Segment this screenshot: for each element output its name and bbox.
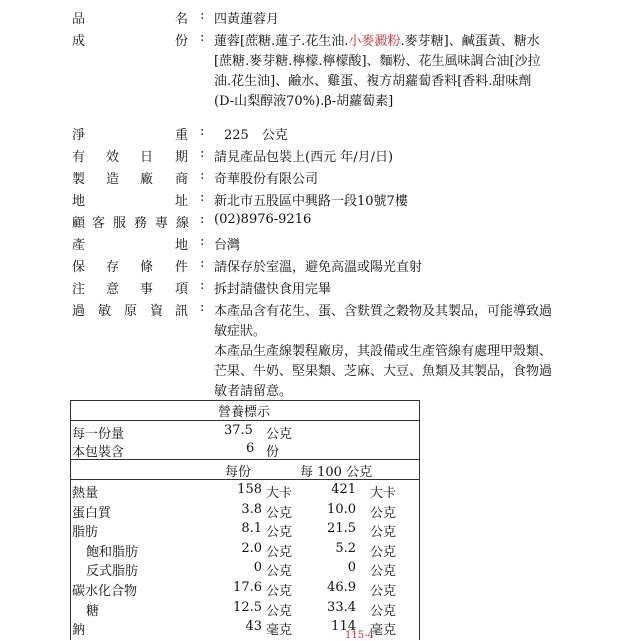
label-char: 日 — [140, 150, 154, 165]
hotline-value: (02)8976-9216 — [214, 212, 312, 227]
servings-label: 本包裝含 — [72, 445, 125, 460]
unit-per-serving: 公克 — [266, 506, 293, 521]
ingredients-text: 蓮蓉[蔗糖.蓮子.花生油. — [214, 34, 349, 49]
label-char: 線 — [176, 216, 190, 231]
colon: : — [200, 168, 205, 183]
value-per-serving: 0 — [253, 560, 262, 575]
label-char: 產 — [72, 238, 86, 253]
allergen-text: 本產品生產線製程廠房，其設備或生產管線有處理甲殼類、 — [214, 344, 553, 359]
value-per-serving: 8.1 — [241, 521, 262, 536]
label-char: 顧 — [72, 216, 86, 231]
label-char: 份 — [175, 34, 189, 49]
colon: : — [200, 212, 205, 227]
unit-per-serving: 大卡 — [266, 486, 293, 501]
label-char: 訊 — [175, 304, 189, 319]
label-char: 廠 — [140, 172, 154, 187]
colon: : — [200, 30, 205, 45]
serving-value: 37.5 — [224, 423, 253, 438]
column-header-per-serving: 每份 — [225, 465, 252, 480]
value-per-serving: 12.5 — [233, 600, 262, 615]
ingredients-text: .麥芽糖]、鹹蛋黃、糖水 — [400, 34, 540, 49]
colon: : — [200, 190, 205, 205]
servings-unit: 份 — [266, 445, 280, 460]
address-value: 新北市五股區中興路一段10號7樓 — [214, 194, 408, 209]
unit-per-100g: 毫克 — [370, 623, 397, 638]
label-char: 條 — [140, 260, 154, 275]
allergen-text: 本產品含有花生、蛋、含麩質之穀物及其製品，可能導致過 — [214, 304, 553, 319]
maker-value: 奇華股份有限公司 — [214, 172, 319, 187]
serving-unit: 公克 — [266, 427, 293, 442]
label-char: 址 — [175, 194, 189, 209]
nutrient-name: 熱量 — [72, 486, 99, 501]
value-per-100g: 0 — [347, 560, 356, 575]
notice-value: 拆封請儘快食用完畢 — [214, 282, 332, 297]
divider — [70, 459, 420, 460]
label-char: 效 — [106, 150, 120, 165]
nutrient-name: 鈉 — [72, 623, 86, 638]
label-char: 保 — [72, 260, 86, 275]
unit-per-serving: 公克 — [266, 584, 293, 599]
unit-per-100g: 公克 — [370, 525, 397, 540]
unit-per-100g: 公克 — [370, 545, 397, 560]
label-char: 商 — [175, 172, 189, 187]
nutrient-name: 反式脂肪 — [86, 564, 139, 579]
label-char: 地 — [175, 238, 189, 253]
value-per-100g: 33.4 — [327, 600, 356, 615]
nutrient-name: 糖 — [86, 604, 100, 619]
label-char: 存 — [106, 260, 120, 275]
servings-value: 6 — [246, 441, 255, 456]
colon: : — [200, 300, 205, 315]
unit-per-100g: 公克 — [370, 506, 397, 521]
label-char: 淨 — [72, 128, 86, 143]
value-per-serving: 158 — [237, 482, 262, 497]
product-name-value: 四黃蓮蓉月 — [214, 12, 280, 27]
label-char: 品 — [72, 12, 86, 27]
value-per-100g: 114 — [331, 619, 356, 634]
unit-per-100g: 公克 — [370, 564, 397, 579]
label-char: 敏 — [98, 304, 112, 319]
origin-value: 台灣 — [214, 238, 241, 253]
value-per-serving: 3.8 — [241, 502, 262, 517]
divider — [70, 420, 420, 421]
ingredients-line: 油.花生油]、鹼水、雞蛋、複方胡蘿蔔香料[香料.甜味劑 — [214, 74, 532, 89]
value-per-serving: 17.6 — [233, 580, 262, 595]
value-per-100g: 10.0 — [327, 502, 356, 517]
nutrition-title: 營養標示 — [218, 405, 271, 420]
value-per-100g: 46.9 — [327, 580, 356, 595]
allergen-text: 敏症狀。 — [214, 324, 267, 339]
colon: : — [200, 234, 205, 249]
allergen-highlight: 小麥澱粉 — [348, 34, 401, 49]
label-char: 事 — [140, 282, 154, 297]
value-per-100g: 421 — [331, 482, 356, 497]
net-weight-value: 225 公克 — [224, 128, 288, 143]
unit-per-100g: 公克 — [370, 584, 397, 599]
serving-label: 每一份量 — [72, 427, 125, 442]
label-char: 件 — [175, 260, 189, 275]
label-char: 期 — [175, 150, 189, 165]
unit-per-serving: 毫克 — [266, 623, 293, 638]
allergen-text: 敏者請留意。 — [214, 384, 293, 399]
value-per-100g: 5.2 — [335, 541, 356, 556]
label-char: 專 — [155, 216, 169, 231]
label-char: 注 — [72, 282, 86, 297]
ingredients-line — [214, 30, 540, 49]
label-char: 名 — [175, 12, 189, 27]
label-char: 服 — [113, 216, 127, 231]
unit-per-serving: 公克 — [266, 564, 293, 579]
colon: : — [200, 256, 205, 271]
ingredients-line: (D-山梨醇液70%).β-胡蘿蔔素] — [214, 94, 394, 109]
label-char: 資 — [150, 304, 164, 319]
label-char: 製 — [72, 172, 86, 187]
divider — [70, 479, 420, 480]
allergen-text: 芒果、牛奶、堅果類、芝麻、大豆、魚類及其製品，食物過 — [214, 364, 553, 379]
label-char: 務 — [134, 216, 148, 231]
label-char: 成 — [72, 34, 86, 49]
label-char: 有 — [72, 150, 86, 165]
label-char: 原 — [124, 304, 138, 319]
label-char: 造 — [106, 172, 120, 187]
colon: : — [200, 124, 205, 139]
unit-per-100g: 公克 — [370, 604, 397, 619]
value-per-serving: 43 — [245, 619, 262, 634]
label-char: 項 — [175, 282, 189, 297]
expiry-value: 請見產品包裝上(西元 年/月/日) — [214, 150, 394, 165]
unit-per-serving: 公克 — [266, 525, 293, 540]
column-header-per-100g: 每 100 公克 — [300, 465, 373, 480]
colon: : — [200, 278, 205, 293]
label-char: 客 — [92, 216, 106, 231]
colon: : — [200, 8, 205, 23]
unit-per-100g: 大卡 — [370, 486, 397, 501]
unit-per-serving: 公克 — [266, 545, 293, 560]
nutrient-name: 蛋白質 — [72, 506, 112, 521]
label-char: 過 — [72, 304, 86, 319]
value-per-serving: 2.0 — [241, 541, 262, 556]
nutrient-name: 脂肪 — [72, 525, 99, 540]
label-char: 重 — [175, 128, 189, 143]
storage-value: 請保存於室溫，避免高溫或陽光直射 — [214, 260, 423, 275]
footer-code: 115-4 — [345, 630, 374, 641]
nutrient-name: 飽和脂肪 — [86, 545, 139, 560]
colon: : — [200, 146, 205, 161]
value-per-100g: 21.5 — [327, 521, 356, 536]
unit-per-serving: 公克 — [266, 604, 293, 619]
label-char: 地 — [72, 194, 86, 209]
label-char: 意 — [106, 282, 120, 297]
ingredients-line: [蔗糖.麥芽糖.檸檬.檸檬酸]、麵粉、花生風味調合油[沙拉 — [214, 54, 541, 69]
nutrient-name: 碳水化合物 — [72, 584, 138, 599]
